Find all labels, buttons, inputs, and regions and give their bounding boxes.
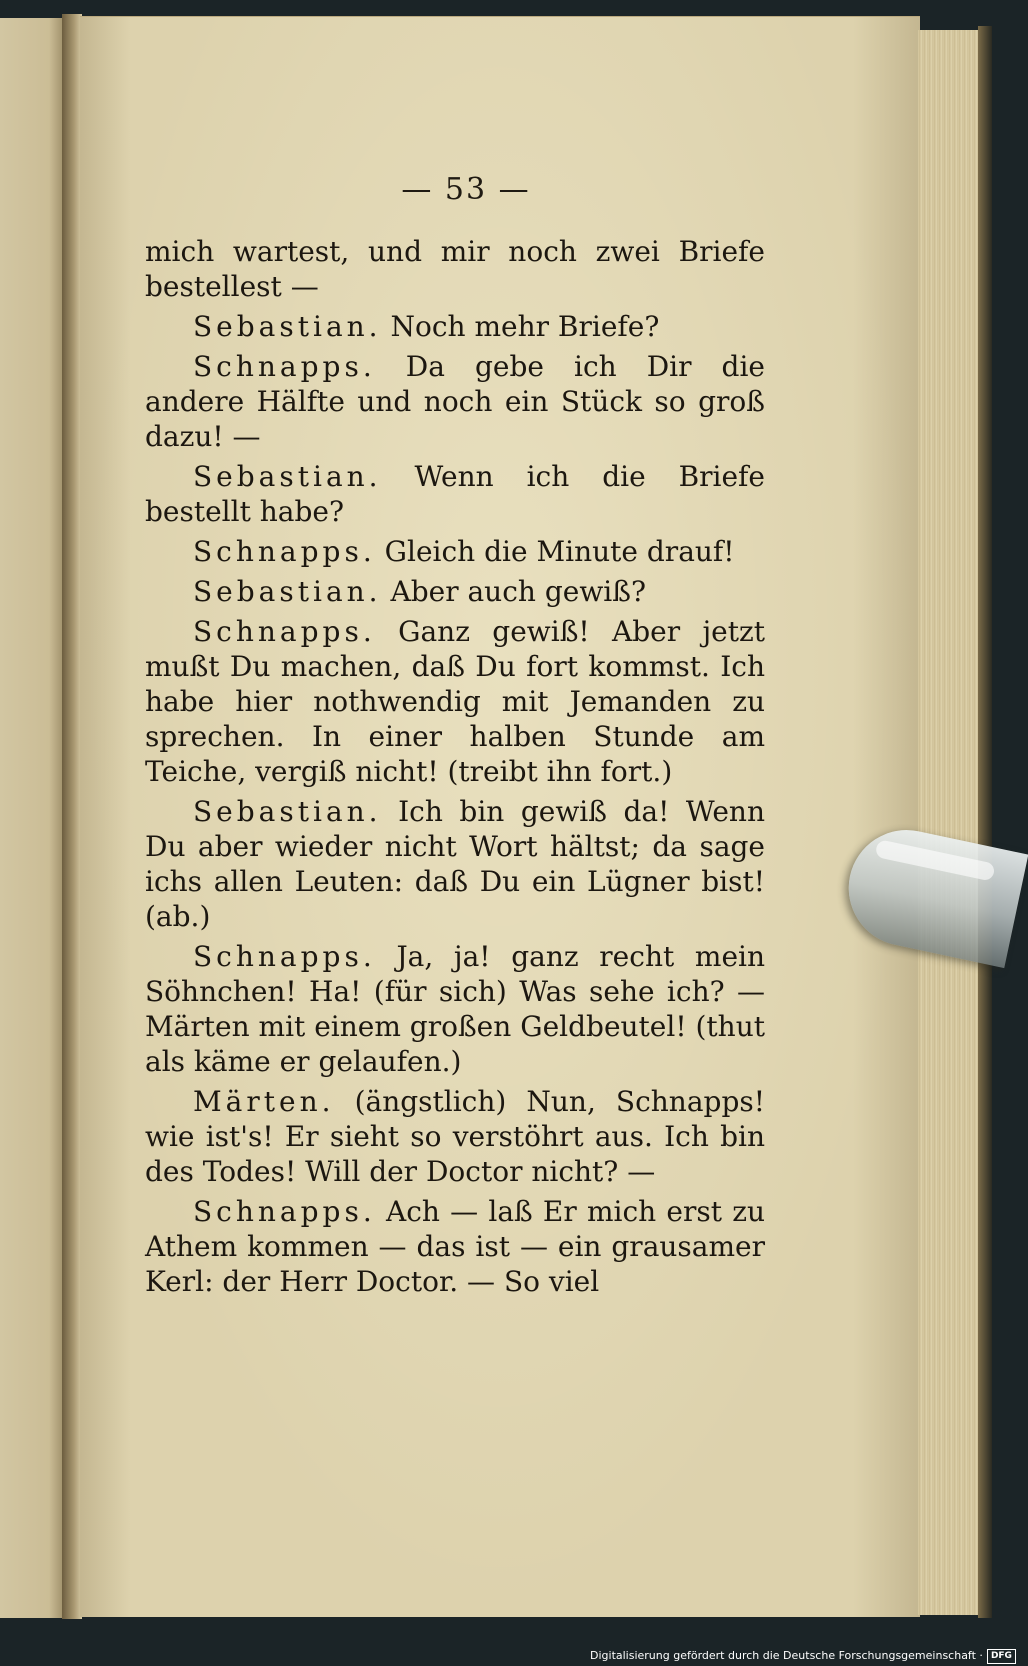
paragraph-text: Wenn ich die Briefe bestellt habe?	[145, 460, 765, 528]
paragraph	[145, 459, 765, 529]
paragraph-text: (ängstlich) Nun, Schnapps! wie ist's! Er sieht so verstöhrt aus. Ich bin des Todes! Will der Doctor nicht? —	[145, 1085, 765, 1188]
page-text	[145, 234, 765, 1304]
paragraph-text: Da gebe ich Dir die andere Hälfte und noch ein Stück so groß dazu! —	[145, 350, 765, 453]
speaker-name: Schnapps.	[193, 350, 376, 383]
paragraph-text: Aber auch gewiß?	[390, 575, 646, 608]
book-gutter	[62, 14, 82, 1619]
credit-text: Digitalisierung gefördert durch die Deutsche Forschungsgemeinschaft	[590, 1649, 976, 1662]
digitization-credit: Digitalisierung gefördert durch die Deutsche Forschungsgemeinschaft · DFG	[590, 1645, 1000, 1666]
speaker-name: Sebastian.	[193, 310, 382, 343]
paragraph-text: Ja, ja! ganz recht mein Söhnchen! Ha! (für sich) Was sehe ich? — Märten mit einem großen Geldbeutel! (thut als käme er gelaufen.)	[145, 940, 766, 1078]
paragraph	[145, 614, 765, 789]
paragraph	[145, 349, 765, 454]
speaker-name: Sebastian.	[193, 575, 382, 608]
speaker-name: Schnapps.	[193, 1195, 376, 1228]
paragraph	[145, 939, 765, 1079]
paragraph-text: Ganz gewiß! Aber jetzt mußt Du machen, daß Du fort kommst. Ich habe hier nothwendig mit Jemanden zu sprechen. In einer halben Stunde am Teiche, vergiß nicht! (treibt ihn fort.)	[145, 615, 765, 788]
page-stack-edge	[918, 30, 980, 1615]
paragraph	[145, 309, 765, 344]
speaker-name: Schnapps.	[193, 940, 376, 973]
paragraph-text: mich wartest, und mir noch zwei Briefe bestellest —	[145, 235, 765, 303]
paragraph	[145, 1084, 765, 1189]
speaker-name: Sebastian.	[193, 795, 382, 828]
paragraph	[145, 574, 765, 609]
paragraph-text: Noch mehr Briefe?	[390, 310, 660, 343]
page-number: — 53 —	[401, 172, 531, 207]
speaker-name: Schnapps.	[193, 615, 376, 648]
paragraph	[145, 1194, 765, 1299]
page-edge-shadow	[978, 26, 992, 1618]
paragraph-text: Ich bin gewiß da! Wenn Du aber wieder nicht Wort hältst; da sage ichs allen Leuten: daß Du ein Lügner bist! (ab.)	[145, 795, 765, 933]
paragraph	[145, 794, 765, 934]
speaker-name: Märten.	[193, 1085, 335, 1118]
paragraph	[145, 234, 765, 304]
left-page-edge	[0, 18, 70, 1618]
speaker-name: Sebastian.	[193, 460, 382, 493]
paragraph	[145, 534, 765, 569]
dfg-logo: DFG	[987, 1649, 1016, 1664]
paragraph-text: Ach — laß Er mich erst zu Athem kommen — das ist — ein grausamer Kerl: der Herr Doctor. — So viel	[145, 1195, 765, 1298]
clip-highlight	[875, 839, 996, 882]
speaker-name: Schnapps.	[193, 535, 376, 568]
paragraph-text: Gleich die Minute drauf!	[384, 535, 735, 568]
